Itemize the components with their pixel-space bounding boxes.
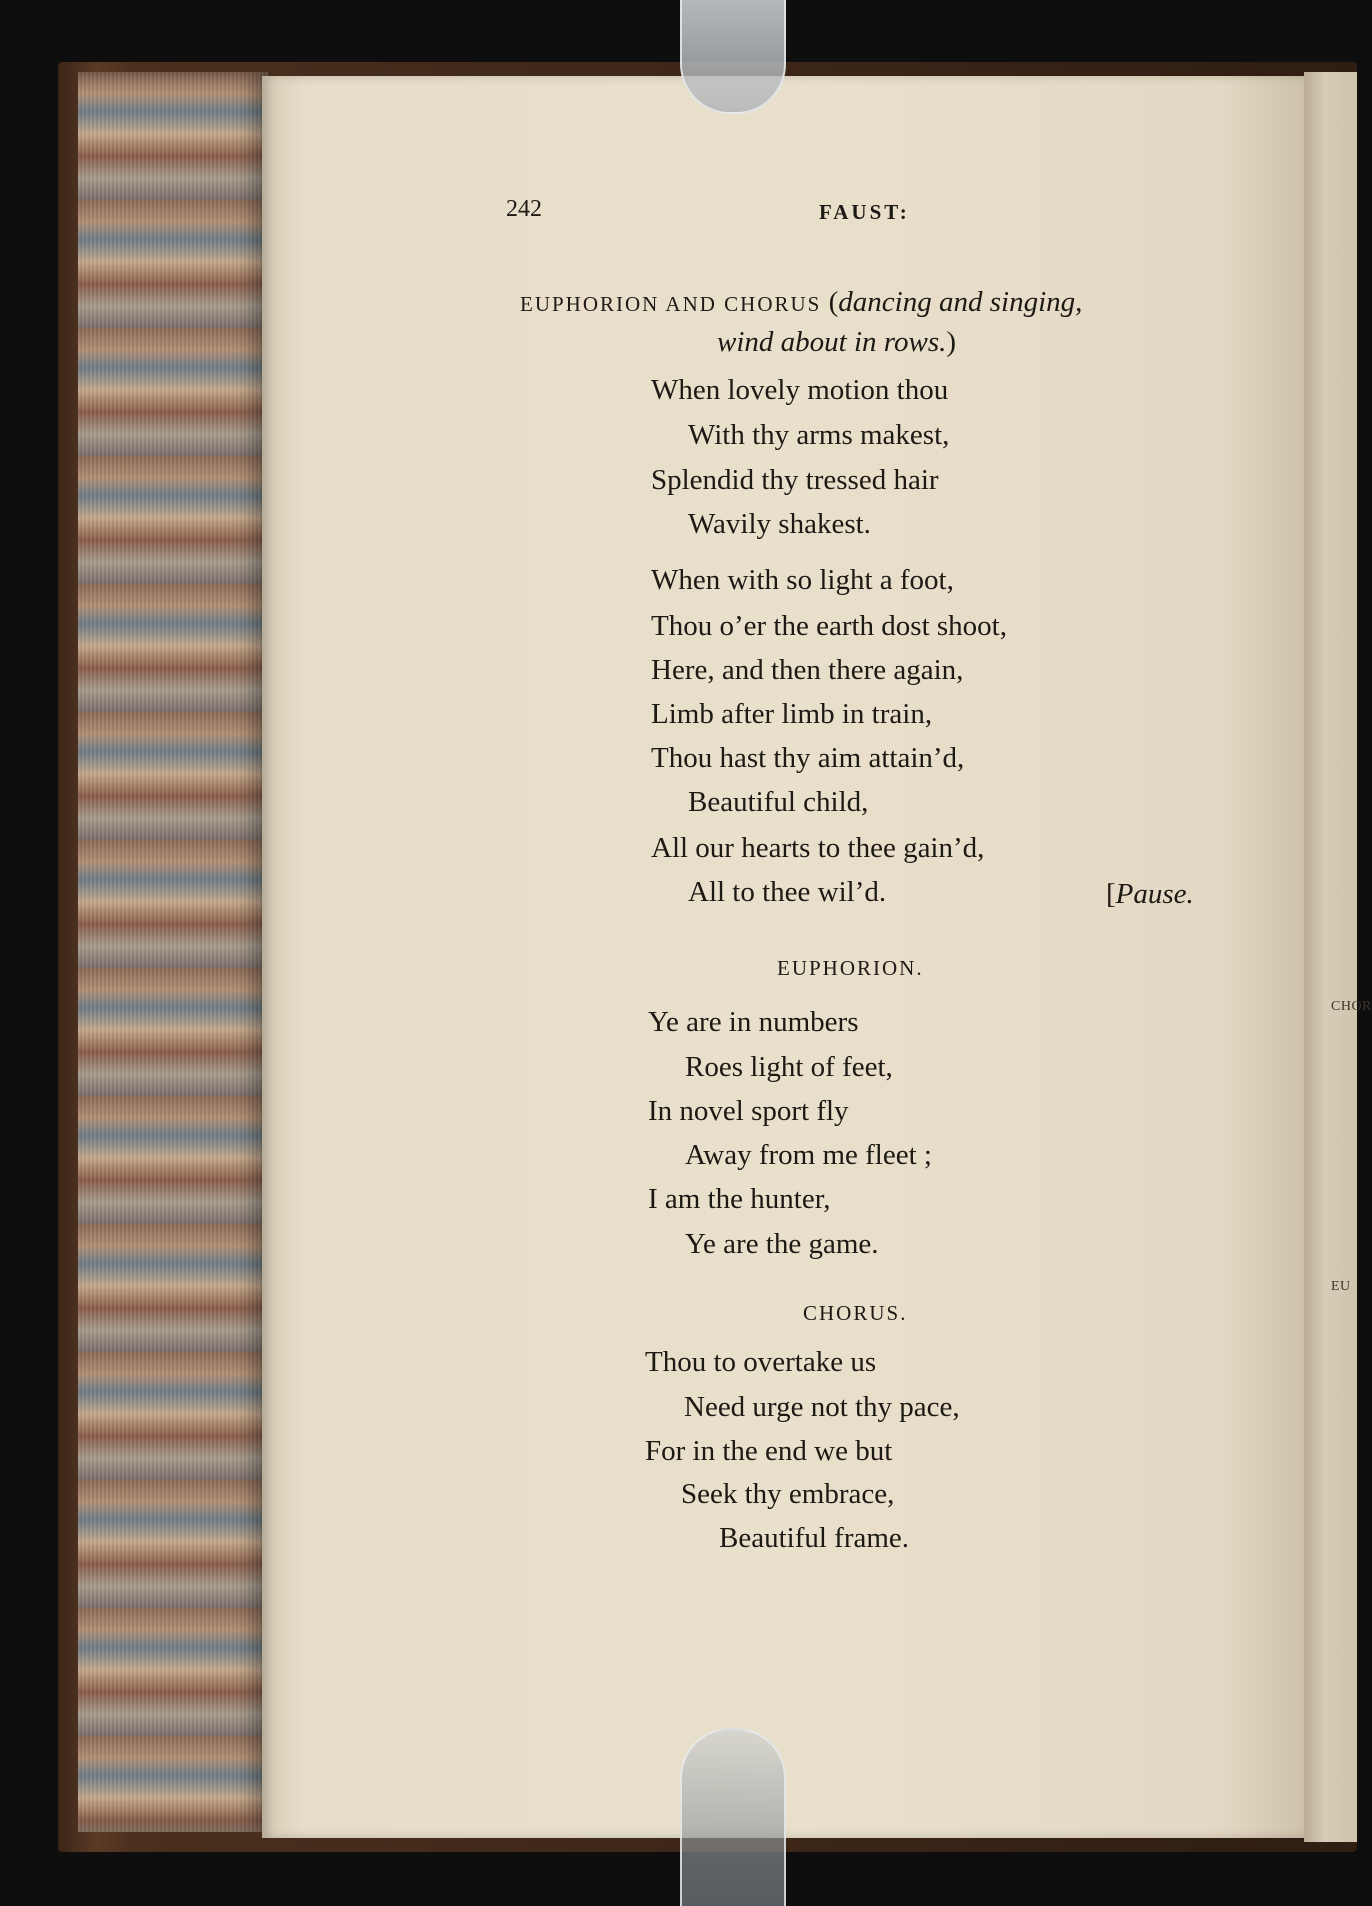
verse-line: All to thee wil’d. xyxy=(688,876,887,908)
verse-line: When lovely motion thou xyxy=(651,374,949,406)
facing-page-fragment-eu: EU xyxy=(1331,1279,1351,1294)
speaker-euphorion: EUPHORION. xyxy=(777,956,924,980)
verse-line: Roes light of feet, xyxy=(685,1051,893,1083)
verse-line: I am the hunter, xyxy=(648,1183,831,1215)
open-paren: ( xyxy=(828,286,839,318)
verse-line: Thou to overtake us xyxy=(645,1346,877,1378)
verse-line: Away from me fleet ; xyxy=(685,1139,932,1171)
verse-line: In novel sport fly xyxy=(648,1095,849,1127)
verse-line: Ye are in numbers xyxy=(648,1006,859,1038)
verse-line: Beautiful frame. xyxy=(719,1522,910,1554)
verse-line: With thy arms makest, xyxy=(688,419,950,451)
stage-direction-pause xyxy=(1106,880,1194,909)
close-paren: ) xyxy=(946,326,957,358)
speaker-euphorion-and-chorus: EUPHORION AND CHORUS xyxy=(520,292,822,316)
verse-line: For in the end we but xyxy=(645,1435,893,1467)
facing-page-fragment-chorus: CHOR xyxy=(1331,999,1372,1014)
pause-text: Pause. xyxy=(1115,878,1194,910)
verse-line: Here, and then there again, xyxy=(651,654,964,686)
verse-line: Ye are the game. xyxy=(685,1228,879,1260)
page-number: 242 xyxy=(506,196,542,222)
stage-direction-line-2: wind about in rows. xyxy=(717,326,947,358)
scene-heading-line-2 xyxy=(717,328,956,357)
verse-line: Thou hast thy aim attain’d, xyxy=(651,742,965,774)
verse-line: Beautiful child, xyxy=(688,786,869,818)
verse-line: Limb after limb in train, xyxy=(651,698,933,730)
verse-line: All our hearts to thee gain’d, xyxy=(651,832,985,864)
verse-line: Need urge not thy pace, xyxy=(684,1391,960,1423)
running-head-title: FAUST: xyxy=(819,200,910,224)
scene-heading-line-1 xyxy=(520,288,1082,317)
verse-line: When with so light a foot, xyxy=(651,564,954,596)
verse-line: Seek thy embrace, xyxy=(681,1478,895,1510)
speaker-chorus: CHORUS. xyxy=(803,1301,908,1325)
verse-line: Splendid thy tressed hair xyxy=(651,464,939,496)
verse-line: Wavily shakest. xyxy=(688,508,871,540)
verse-line: Thou o’er the earth dost shoot, xyxy=(651,610,1007,642)
stage-direction-line-1: dancing and singing, xyxy=(838,286,1083,318)
pause-bracket: [ xyxy=(1106,878,1116,910)
